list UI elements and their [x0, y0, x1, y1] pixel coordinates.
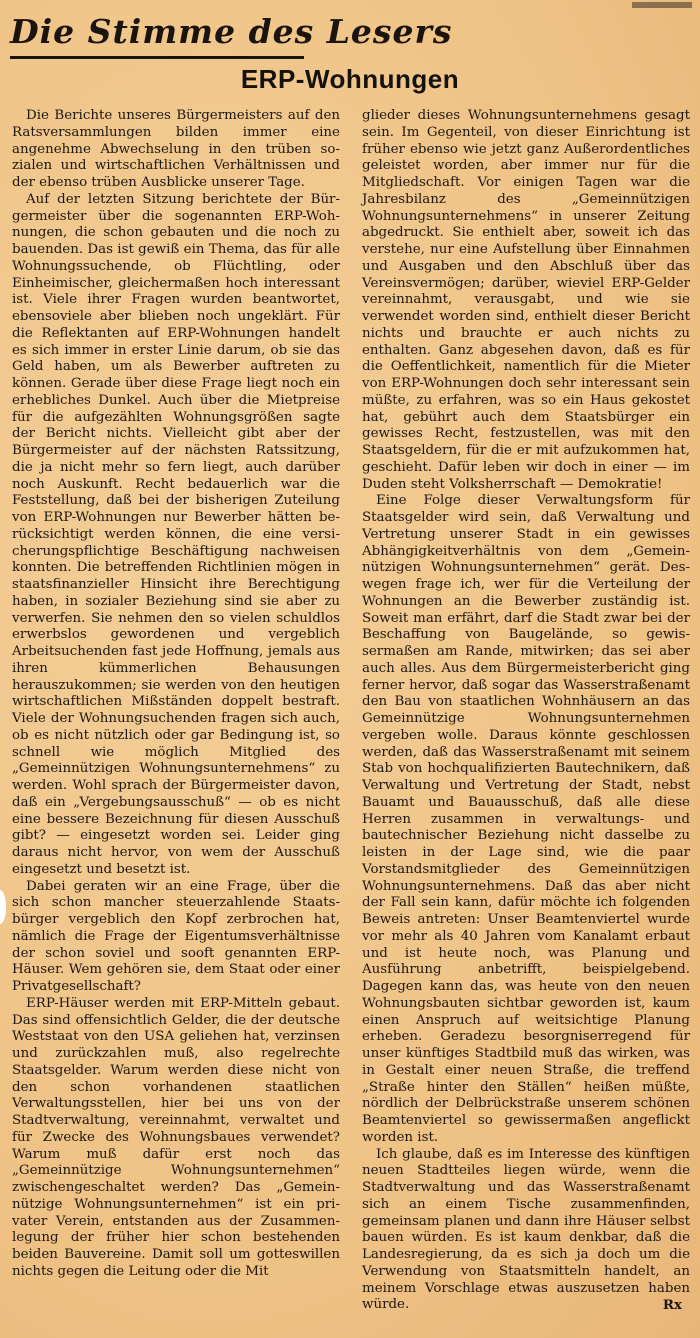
paragraph: [362, 1147, 690, 1315]
paragraph-text: Ich glaube, daß es im Interesse des künftigen neuen Stadtteiles liegen würde, wenn die Stadtverwaltung und das Wasserstraßenamt sich an einem Tische zusammenfinden, gemeinsam planen und dann ihre Häuser selbst bauen würden. Es ist kaum denkbar, daß die Landesregierung, da es sich ja doch um die Verwendung von Staatsmitteln handelt, an meinem Vorschlage etwas auszusetzen haben würde.: [362, 1146, 690, 1313]
article-column-right: [362, 108, 690, 1314]
print-artifact: [632, 2, 692, 8]
paragraph: Die Berichte unseres Bürgermeisters auf den Ratsversammlungen bilden immer eine angenehme Abwechselung in den trüben sozialen und wirtschaftlichen Verhältnissen und der ebenso trüben Ausblicke unserer Tage.: [12, 108, 340, 190]
paragraph: Eine Folge dieser Verwaltungsform für Staatsgelder wird sein, daß Verwaltung und Vertretung unserer Stadt in ein gewisses Abhängigkeitverhältnis von dem „Gemeinnützigen Wohnungsunternehmen“ gerät. Deswegen frage ich, wer für die Verteilung der Wohnungen an die Bewerber zuständig ist. Soweit man erfährt, darf die Stadt zwar bei der Beschaffung von Baugelände, so gewissermaßen am Rande, mitwirken; das sei aber auch alles. Aus dem Bürgermeisterbericht ging ferner hervor, daß sogar das Wasserstraßenamt den Bau von staatlichen Wohnhäusern an das Gemeinnützige Wohnungsunternehmen vergeben wolle. Daraus könnte geschlossen werden, daß das Wasserstraßenamt mit seinem Stab von hochqualifizierten Bautechnikern, daß Verwaltung und Vertretung der Stadt, nebst Bauamt und Bauausschuß, daß alle diese Herren zusammen in verwaltungs- und bautechnischer Beziehung nicht dasselbe zu leisten in der Lage sind, wie die paar Vorstandsmitglieder des Gemeinnützigen Wohnungsunternehmens. Daß das aber nicht der Fall sein kann, dafür möchte ich folgenden Beweis antreten: Unser Beamtenviertel wurde vor mehr als 40 Jahren vom Kanalamt erbaut und ist heute noch, was Planung und Ausführung anbetrifft, beispielgebend. Dagegen kann das, was heute von den neuen Wohnungsbauten sichtbar geworden ist, kaum einen Anspruch auf weitsichtige Planung erheben. Geradezu besorgniserregend für unser künftiges Stadtbild muß das wirken, was in Gestalt einer neuen Straße, die treffend „Straße hinter den Ställen“ heißen müßte, nördlich der Delbrückstraße unserem schönen Beamtenviertel so gewissermaßen angeflickt worden ist.: [362, 493, 690, 1145]
paragraph: Auf der letzten Sitzung berichtete der Bürgermeister über die sogenannten ERP-Wohnungen, die schon gebauten und die noch zu bauenden. Das ist gewiß ein Thema, das für alle Wohnungssuchende, ob Flüchtling, oder Einheimischer, gleichermaßen hoch interessant ist. Viele ihrer Fragen wurden beantwortet, ebensoviele aber blieben noch ungeklärt. Für die Reflektanten auf ERP-Wohnungen handelt es sich immer in erster Linie darum, ob sie das Geld haben, um als Bewerber auftreten zu können. Gerade über diese Frage liegt noch ein erhebliches Dunkel. Auch über die Mietpreise für die aufgezählten Wohnungsgrößen sagte der Bericht nichts. Vielleicht gibt aber der Bürgermeister auf der nächsten Ratssitzung, die ja nicht mehr so fern liegt, auch darüber noch Auskunft. Recht bedauerlich war die Feststellung, daß bei der bisherigen Zuteilung von ERP-Wohnungen nur Bewerber hätten berücksichtigt werden können, die eine versicherungspflichtige Beschäftigung nachweisen konnten. Die betreffenden Richtlinien mögen in staatsfinanzieller Hinsicht ihre Berechtigung haben, in sozialer Beziehung sind sie aber zu verwerfen. Sie nehmen den so vielen schuldlos erwerbslos gewordenen und vergeblich Arbeitsuchenden fast jede Hoffnung, jemals aus ihren kümmerlichen Behausungen herauszukommen; sie werden von den heutigen wirtschaftlichen Mißständen doppelt bestraft. Viele der Wohnungsuchenden fragen sich auch, ob es nicht nützlich oder gar Bedingung ist, so schnell wie möglich Mitglied des „Gemeinnützigen Wohnungsunternehmens“ zu werden. Wohl sprach der Bürgermeister davon, daß ein „Vergebungsausschuß“ — ob es nicht eine bessere Bezeichnung für diesen Ausschuß gibt? — eingesetzt worden sei. Leider ging daraus nicht hervor, von wem der Ausschuß eingesetzt und besetzt ist.: [12, 191, 340, 877]
article-column-left: [12, 108, 340, 1281]
section-kicker: Die Stimme des Lesers: [10, 12, 453, 51]
paragraph-continued: glieder dieses Wohnungsunternehmens gesagt sein. Im Gegenteil, von dieser Einrichtung ist früher ebenso wie jetzt ganz Außerordentliches geleistet worden, aber immer nur für die Mitgliedschaft. Vor einigen Tagen war die Jahresbilanz des „Gemeinnützigen Wohnungsunternehmens“ in unserer Zeitung abgedruckt. Sie enthielt aber, soweit ich das verstehe, nur eine Aufstellung über Einnahmen und Ausgaben und den Abschluß über das Vereinsvermögen; darüber, wieviel ERP-Gelder vereinnahmt, verausgabt, und wie sie verwendet worden sind, enthielt dieser Bericht nichts und brauchte er auch nichts zu enthalten. Ganz abgesehen davon, daß es für die Oeffentlichkeit, namentlich für die Mieter von ERP-Wohnungen doch sehr interessant sein müßte, zu erfahren, was so ein Haus gekostet hat, gebührt auch dem Staatsbürger ein gewisses Recht, festzustellen, was mit den Staatsgeldern, für die er mit aufzukommen hat, geschieht. Dafür leben wir doch in einer — im Duden steht Volksherrschaft — Demokratie!: [362, 108, 690, 492]
paragraph: ERP-Häuser werden mit ERP-Mitteln gebaut. Das sind offensichtlich Gelder, die der deutsche Weststaat von den USA geliehen hat, verzinsen und zurückzahlen muß, also regelrechte Staatsgelder. Warum werden diese nicht von den schon vorhandenen staatlichen Verwaltungsstellen, hier bei uns von der Stadtverwaltung, vereinnahmt, verwaltet und für Zwecke des Wohnungsbaues verwendet? Warum muß dafür erst noch das „Gemeinnützige Wohnungsunternehmen“ zwischengeschaltet werden? Das „Gemeinnützige Wohnungsunternehmen“ ist ein privater Verein, entstanden aus der Zusammenlegung der früher hier schon bestehenden beiden Bauvereine. Damit soll um gotteswillen nichts gegen die Leitung oder die Mit: [12, 995, 340, 1279]
kicker-underline: [10, 56, 304, 59]
author-signature: Rx: [662, 1297, 682, 1314]
paragraph: Dabei geraten wir an eine Frage, über die sich schon mancher steuerzahlende Staatsbürger vergeblich den Kopf zerbrochen hat, nämlich die Frage der Eigentumsverhältnisse der schon soviel und sooft genannten ERP-Häuser. Wem gehören sie, dem Staat oder einer Privatgesellschaft?: [12, 878, 340, 994]
article-headline: ERP-Wohnungen: [240, 64, 460, 94]
paper-hole: [0, 890, 6, 924]
